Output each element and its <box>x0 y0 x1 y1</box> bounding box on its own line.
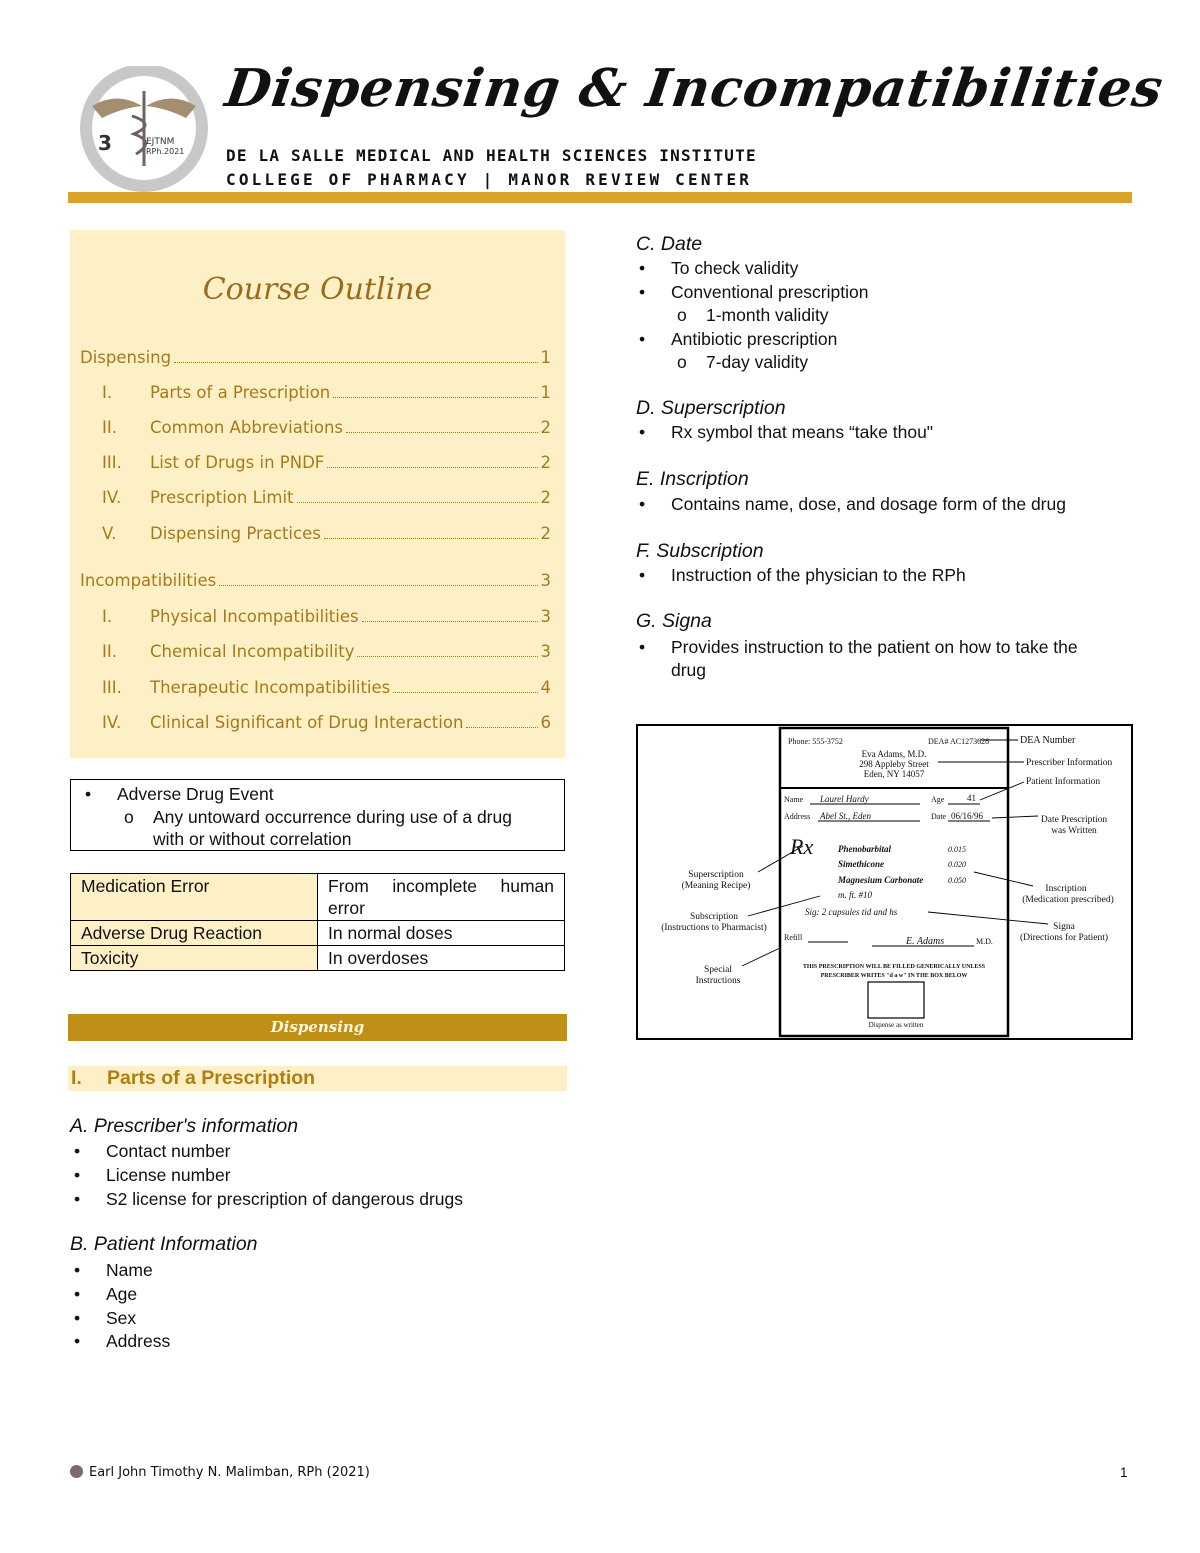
list-item: • Contact number <box>106 1141 231 1162</box>
ade-title: • Adverse Drug Event <box>117 784 274 805</box>
outline-leader-dots <box>333 397 537 398</box>
rx-symbol: Rx <box>790 834 814 859</box>
rx-drug3: Magnesium Carbonate <box>838 875 924 885</box>
list-item: • License number <box>106 1165 231 1186</box>
heading-date: C. Date <box>636 233 703 255</box>
logo-left-wing-icon <box>92 99 142 119</box>
rx-drug2: Simethicone <box>838 859 885 869</box>
outline-entry-number: IV. <box>102 713 122 732</box>
outline-entry <box>80 453 551 477</box>
outline-entry-text: List of Drugs in PNDF <box>150 453 325 472</box>
outline-entry <box>80 524 551 548</box>
gem-icon <box>70 1465 83 1478</box>
outline-entry-page: 3 <box>540 571 551 590</box>
rx-name-label: Name <box>784 795 804 804</box>
outline-entry <box>80 713 551 737</box>
label-inscription-1: Inscription <box>1045 884 1087 894</box>
label-special-1: Special <box>704 965 732 975</box>
error-description-line1: From incomplete human <box>328 876 554 896</box>
heading-subscription: F. Subscription <box>636 540 764 562</box>
rx-daw-box <box>868 982 924 1018</box>
outline-leader-dots <box>324 538 538 539</box>
outline-leader-dots <box>466 727 537 728</box>
college-name: COLLEGE OF PHARMACY | MANOR REVIEW CENTER <box>226 170 753 189</box>
rx-drug1: Phenobarbital <box>838 844 892 854</box>
outline-entry <box>80 488 551 512</box>
footer-author <box>70 1465 370 1480</box>
outline-entry-page: 2 <box>540 453 551 472</box>
outline-entry-page: 3 <box>540 642 551 661</box>
rx-city: Eden, NY 14057 <box>863 769 925 779</box>
list-item: • Sex <box>106 1308 136 1329</box>
label-dea-number: DEA Number <box>1020 735 1076 746</box>
rx-dea: DEA# AC1273628 <box>928 737 990 746</box>
heading-patient-info: B. Patient Information <box>70 1233 258 1255</box>
header-divider <box>68 192 1132 203</box>
heading-superscription: D. Superscription <box>636 397 786 419</box>
outline-entry-text: Incompatibilities <box>80 571 217 590</box>
outline-entry <box>80 571 551 595</box>
ade-definition-line1: o Any untoward occurrence during use of a drug <box>153 807 512 828</box>
list-subitem: o 7-day validity <box>706 352 808 373</box>
outline-entry-page: 2 <box>540 418 551 437</box>
label-special-2: Instructions <box>695 976 741 986</box>
outline-entry-text: Chemical Incompatibility <box>150 642 355 661</box>
table-row <box>71 921 565 946</box>
label-date-written-1: Date Prescription <box>1040 815 1108 825</box>
outline-leader-dots <box>362 621 538 622</box>
outline-entry-page: 1 <box>540 348 551 367</box>
outline-entry-number: V. <box>102 524 117 543</box>
institution-name: DE LA SALLE MEDICAL AND HEALTH SCIENCES INSTITUTE <box>226 146 757 165</box>
rx-generic-line2: PRESCRIBER WRITES "d a w" IN THE BOX BELOW <box>820 973 968 979</box>
section-bar: Dispensing <box>68 1014 567 1041</box>
outline-entry-text: Physical Incompatibilities <box>150 607 359 626</box>
outline-entry-page: 2 <box>540 524 551 543</box>
outline-entry <box>80 607 551 631</box>
outline-entry <box>80 678 551 702</box>
label-subscription-1: Subscription <box>689 912 739 922</box>
list-item: • Provides instruction to the patient on how to take the <box>671 637 1078 658</box>
outline-entry-number: II. <box>102 642 117 661</box>
rx-signature: E. Adams <box>906 936 945 947</box>
label-patient-info: Patient Information <box>1026 777 1101 787</box>
outline-entry-number: III. <box>102 453 122 472</box>
outline-entry-number: I. <box>102 383 113 402</box>
list-subitem: o 1-month validity <box>706 305 829 326</box>
outline-entry-number: III. <box>102 678 122 697</box>
rx-generic-line1: THIS PRESCRIPTION WILL BE FILLED GENERICALLY UNLESS <box>802 964 986 970</box>
ade-definition-line2: with or without correlation <box>153 829 352 849</box>
document-title: Dispensing & Incompatibilities <box>221 58 1168 119</box>
batch-logo <box>72 66 222 196</box>
label-subscription-2: (Instructions to Pharmacist) <box>661 923 767 933</box>
part-title: Parts of a Prescription <box>107 1067 316 1089</box>
author-name: Earl John Timothy N. Malimban, RPh (2021) <box>89 1465 370 1480</box>
label-inscription-2: (Medication prescribed) <box>1022 895 1114 905</box>
rx-doctor: Eva Adams, M.D. <box>861 749 927 759</box>
rx-md: M.D. <box>976 937 993 946</box>
rx-dose3: 0.050 <box>948 876 966 885</box>
error-description-line1: In overdoses <box>328 948 429 968</box>
heading-prescriber-info: A. Prescriber's information <box>70 1115 299 1137</box>
outline-entry-text: Common Abbreviations <box>150 418 344 437</box>
outline-entry-page: 3 <box>540 607 551 626</box>
error-term: Medication Error <box>71 874 318 921</box>
error-description <box>318 921 565 946</box>
heading-inscription: E. Inscription <box>636 468 749 490</box>
outline-entry <box>80 418 551 442</box>
outline-leader-dots <box>357 656 537 657</box>
ade-box <box>70 779 565 851</box>
list-item: • S2 license for prescription of dangerous drugs <box>106 1189 463 1210</box>
rx-date-value: 06/16/96 <box>951 811 984 821</box>
table-row <box>71 874 565 921</box>
rx-address-label: Address <box>784 812 811 821</box>
list-item: • Contains name, dose, and dosage form of the drug <box>671 494 1066 515</box>
logo-right-wing-icon <box>146 99 196 119</box>
label-signa-1: Signa <box>1053 922 1075 932</box>
label-date-written-2: was Written <box>1051 826 1097 836</box>
list-item: • Instruction of the physician to the RPh <box>671 565 966 586</box>
outline-entry-text: Clinical Significant of Drug Interaction <box>150 713 464 732</box>
outline-entry-page: 2 <box>540 488 551 507</box>
outline-entry-page: 6 <box>540 713 551 732</box>
outline-leader-dots <box>219 585 537 586</box>
label-superscription-2: (Meaning Recipe) <box>681 881 751 891</box>
list-item: • Name <box>106 1260 153 1281</box>
outline-leader-dots <box>346 432 537 433</box>
rx-street: 298 Appleby Street <box>859 759 929 769</box>
outline-title: Course Outline <box>202 272 433 307</box>
outline-leader-dots <box>297 502 538 503</box>
error-description <box>318 946 565 971</box>
logo-number: 3 <box>98 131 112 155</box>
label-prescriber-info: Prescriber Information <box>1026 758 1113 768</box>
rx-dispense: Dispense as written <box>868 1021 924 1029</box>
outline-entry-text: Dispensing Practices <box>150 524 321 543</box>
rx-name-value: Laurel Hardy <box>820 794 869 804</box>
error-term: Toxicity <box>71 946 318 971</box>
rx-address-value: Abel St., Eden <box>820 811 871 821</box>
error-description-line2: error <box>328 898 365 918</box>
course-outline <box>70 230 565 758</box>
outline-entry-text: Therapeutic Incompatibilities <box>150 678 391 697</box>
rx-mft: m. ft. #10 <box>838 890 873 900</box>
rx-age-value: 41 <box>967 793 976 803</box>
error-table <box>70 873 565 971</box>
list-item: • To check validity <box>671 258 798 279</box>
logo-line1: EJTNM <box>146 137 175 147</box>
outline-leader-dots <box>327 467 537 468</box>
outline-leader-dots <box>393 692 537 693</box>
page-number: 1 <box>1120 1465 1128 1480</box>
outline-entry-page: 1 <box>540 383 551 402</box>
outline-entry-text: Parts of a Prescription <box>150 383 331 402</box>
prescription-figure <box>636 724 1133 1040</box>
list-item-continued: drug <box>671 660 707 680</box>
list-item: • Antibiotic prescription <box>671 329 837 350</box>
outline-entry <box>80 642 551 666</box>
outline-entry-number: IV. <box>102 488 122 507</box>
logo-line2: RPh.2021 <box>146 147 185 156</box>
list-item: • Rx symbol that means “take thou" <box>671 422 933 443</box>
list-item: • Age <box>106 1284 137 1305</box>
rx-age-label: Age <box>931 795 945 804</box>
rx-phone: Phone: 555-3752 <box>788 737 843 746</box>
heading-signa: G. Signa <box>636 610 712 632</box>
label-superscription-1: Superscription <box>688 870 744 880</box>
outline-entry-text: Dispensing <box>80 348 172 367</box>
rx-dose1: 0.015 <box>948 845 966 854</box>
error-term: Adverse Drug Reaction <box>71 921 318 946</box>
outline-entry <box>80 348 551 372</box>
outline-entry-number: I. <box>102 607 113 626</box>
rx-date-label: Date <box>931 812 947 821</box>
outline-leader-dots <box>174 362 537 363</box>
table-row <box>71 946 565 971</box>
error-description-line1: In normal doses <box>328 923 453 943</box>
outline-entry-text: Prescription Limit <box>150 488 294 507</box>
list-item: • Address <box>106 1331 170 1352</box>
part-heading <box>68 1066 567 1091</box>
rx-sig: Sig: 2 capsules tid and hs <box>805 907 898 917</box>
outline-entry-page: 4 <box>540 678 551 697</box>
part-number: I. <box>71 1067 82 1089</box>
outline-entry <box>80 383 551 407</box>
outline-entry-number: II. <box>102 418 117 437</box>
error-description <box>318 874 565 921</box>
list-item: • Conventional prescription <box>671 282 868 303</box>
rx-dose2: 0.020 <box>948 860 966 869</box>
rx-refill-label: Refill <box>784 933 803 942</box>
label-signa-2: (Directions for Patient) <box>1019 933 1109 943</box>
